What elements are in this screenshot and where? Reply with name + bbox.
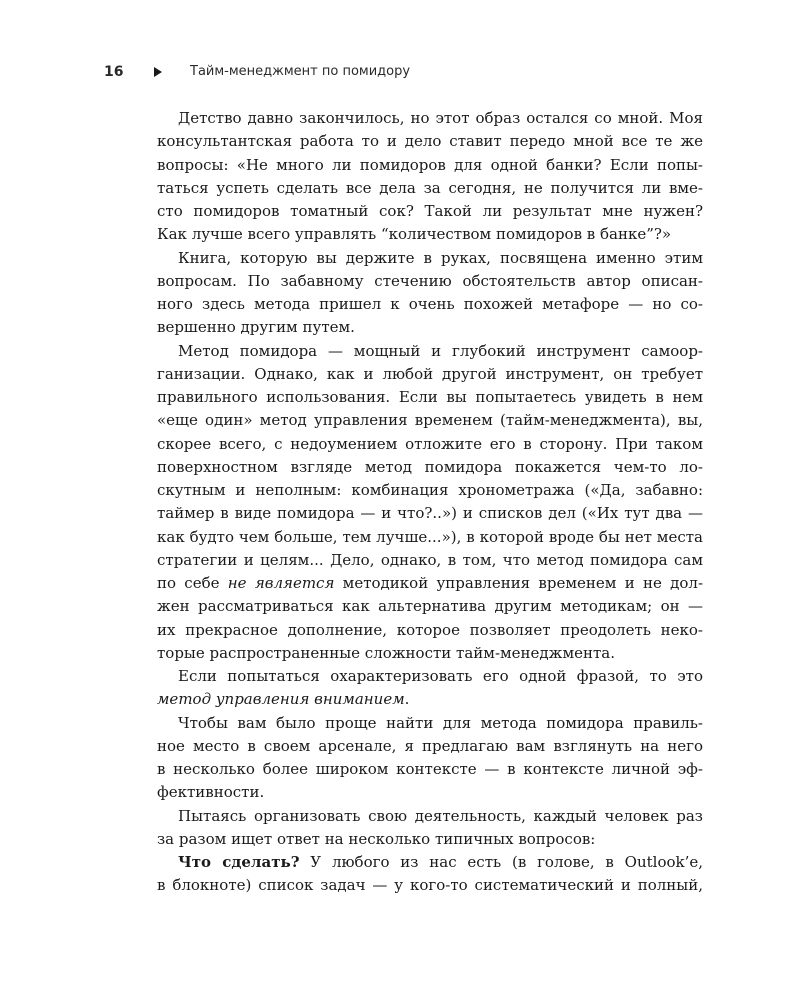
text-line: Книга, которую вы держите в руках, посвящена именно этим [178, 248, 703, 267]
text-line: таймер в виде помидора — и что?..») и списков дел («Их тут два — [157, 504, 703, 523]
text-line: сто помидоров томатный сок? Такой ли результат мне нужен? [157, 202, 703, 220]
text-line: скорее всего, с недоумением отложите его в сторону. При таком [157, 434, 703, 453]
text-line: по себе не является методикой управления временем и не дол- [157, 574, 703, 592]
emphasis-text: метод управления вниманием [157, 690, 405, 709]
text-line: в блокноте) список задач — у кого-то систематический и полный, [157, 876, 703, 895]
body-text [157, 107, 703, 898]
text-line: как будто чем больше, тем лучше...»), в которой вроде бы нет места [157, 527, 703, 546]
text-line: ганизации. Однако, как и любой другой инструмент, он требует [157, 364, 703, 383]
text-line: Пытаясь организовать свою деятельность, каждый человек раз [178, 806, 703, 825]
text-line: ное место в своем арсенале, я предлагаю вам взглянуть на него [157, 736, 703, 755]
text-line: Что сделать? У любого из нас есть (в голове, в Outlook’е, [178, 853, 703, 871]
running-title: Тайм-менеджмент по помидору [190, 64, 411, 79]
text-line: ного здесь метода пришел к очень похожей метафоре — но со- [157, 295, 703, 313]
text-line: консультантская работа то и дело ставит передо мной все те же [157, 132, 703, 151]
triangle-right-icon [154, 67, 162, 77]
text-line: Как лучше всего управлять “количеством помидоров в банке”?» [157, 225, 672, 244]
text-line: за разом ищет ответ на несколько типичных вопросов: [157, 829, 596, 848]
text-line: фективности. [157, 783, 265, 802]
text-line: Детство давно закончилось, но этот образ остался со мной. Моя [178, 109, 703, 127]
text-line: скутным и неполным: комбинация хронометража («Да, забавно: [157, 481, 703, 499]
text-line: поверхностном взгляде метод помидора покажется чем-то ло- [157, 457, 703, 476]
text-line: в несколько более широком контексте — в контексте личной эф- [157, 760, 703, 778]
text-line: «еще один» метод управления временем (тайм-менеджмента), вы, [157, 411, 703, 430]
running-header [104, 64, 704, 86]
text-line: Метод помидора — мощный и глубокий инструмент самоор- [178, 341, 703, 360]
text-line: вопросы: «Не много ли помидоров для одной банки? Если попы- [157, 155, 703, 174]
text-line: Если попытаться охарактеризовать его одной фразой, то это [178, 667, 703, 685]
text-line: таться успеть сделать все дела за сегодня, не получится ли вме- [157, 178, 703, 197]
text-line: Чтобы вам было проще найти для метода помидора правиль- [178, 713, 703, 732]
text-line: правильного использования. Если вы попытаетесь увидеть в нем [157, 388, 703, 406]
text-line: метод управления вниманием. [157, 690, 410, 709]
emphasis-text: не является [227, 574, 335, 592]
text-line: вершенно другим путем. [157, 318, 355, 337]
text-line: вопросам. По забавному стечению обстоятельств автор описан- [157, 271, 703, 290]
text-line: жен рассматриваться как альтернатива другим методикам; он — [157, 597, 703, 616]
bold-question: Что сделать? [178, 853, 300, 871]
text-line: стратегии и целям... Дело, однако, в том, что метод помидора сам [157, 550, 703, 569]
page-number: 16 [104, 64, 124, 80]
text-line: торые распространенные сложности тайм-менеджмента. [157, 643, 616, 662]
text-line: их прекрасное дополнение, которое позволяет преодолеть неко- [157, 620, 703, 639]
